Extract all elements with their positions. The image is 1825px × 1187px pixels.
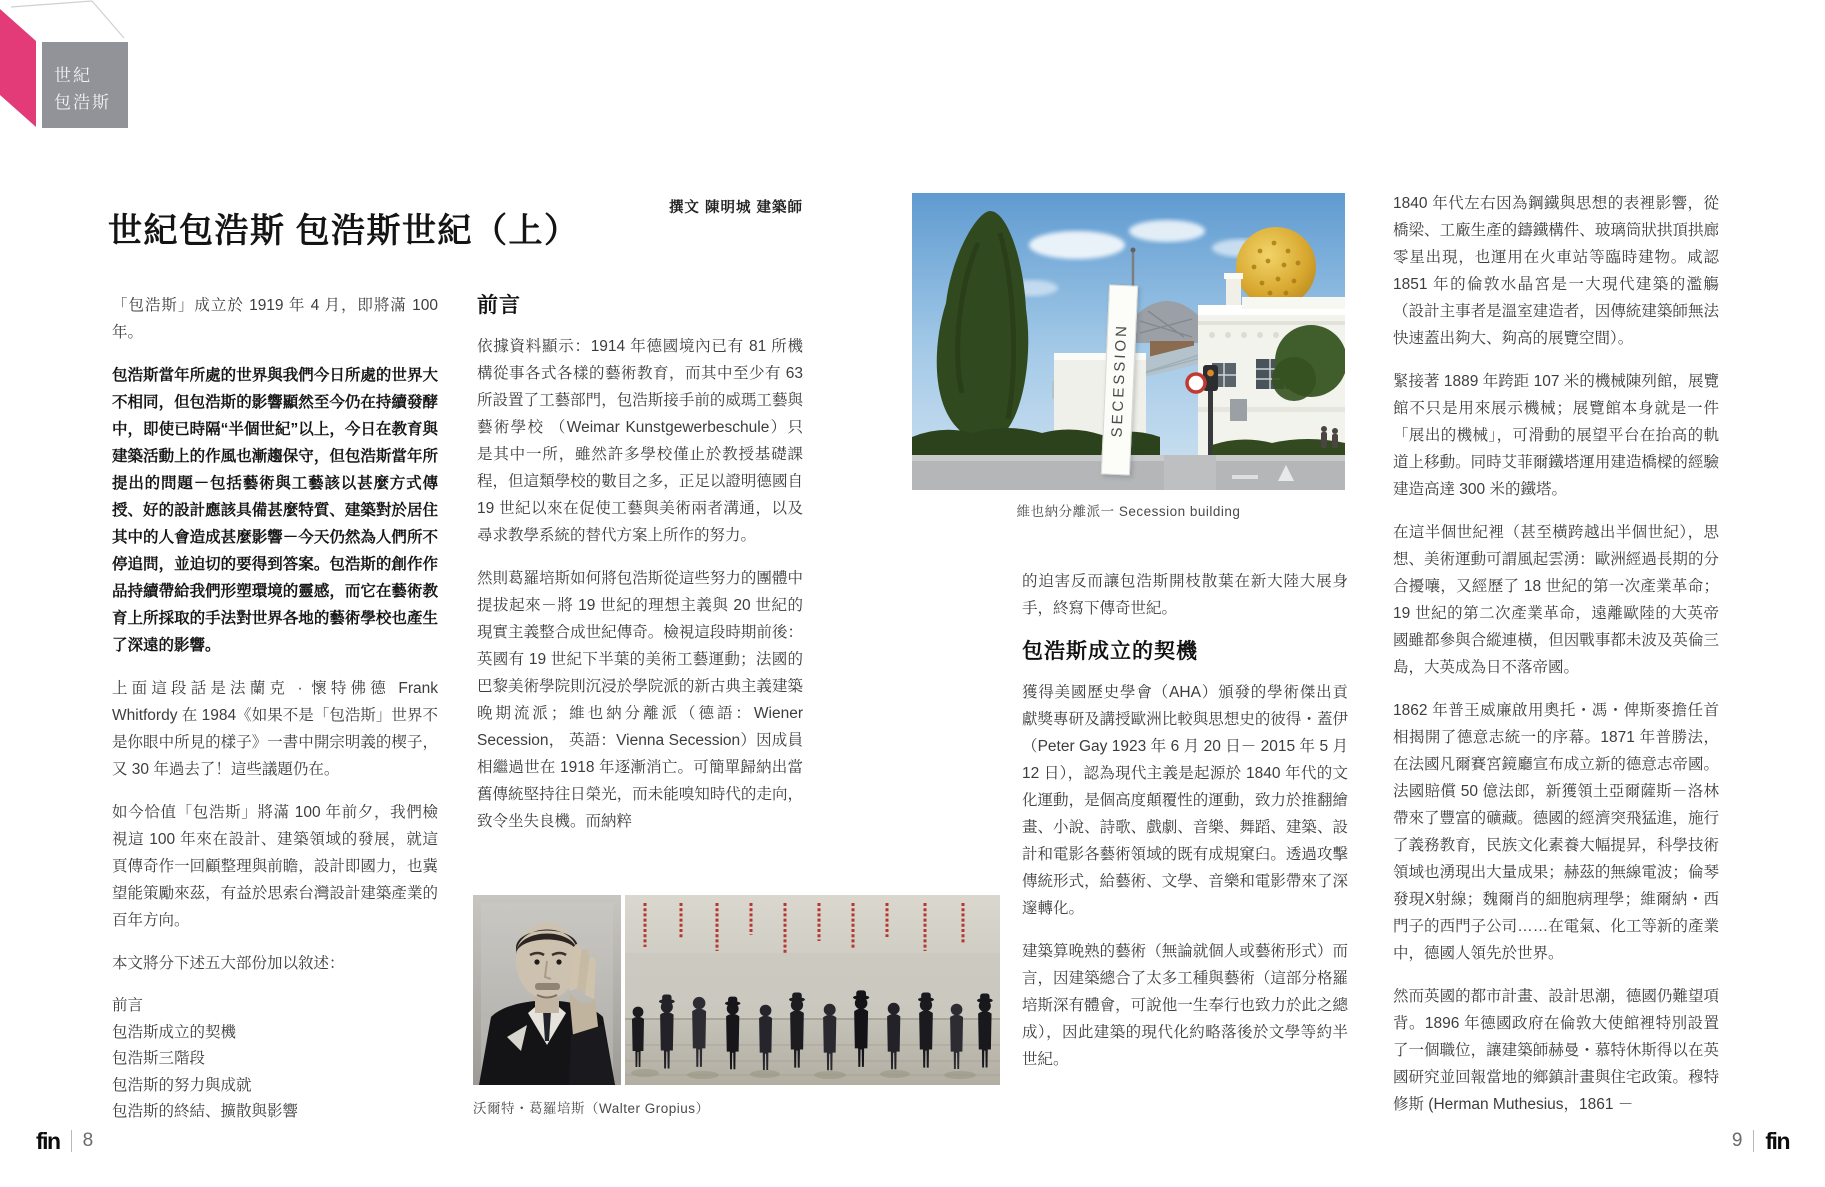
paragraph: 本文將分下述五大部份加以敘述： (112, 955, 345, 972)
paragraph: 然則葛羅培斯如何將包浩斯從這些努力的團體中提拔起來－將 19 世紀的理想主義與 20 世紀的現實主義整合成世紀傳奇。檢視這段時期前後：英國有 19 世紀下半葉的美術工藝運動；法國的巴黎美術學院則沉浸於學院派的新古典主義建築晚期流派；維也納分離派（德語：Wiener Secession， 英語：Vienna Secession）因成員相繼過世在 1918 年逐漸消亡。可簡單歸納出當舊傳統堅持往日榮光，而未能嗅知時代的走向，致令坐失良機。而納粹 (477, 570, 803, 830)
secession-banner-text: SECESSION (1108, 322, 1131, 438)
footer-divider (1753, 1130, 1754, 1152)
badge-label-line2: 包浩斯 (54, 93, 111, 112)
footer-right (1732, 1126, 1789, 1156)
outline-item: 包浩斯三階段 (112, 1050, 206, 1067)
section-heading-founding: 包浩斯成立的契機 (1022, 639, 1198, 663)
gropius-photo (473, 895, 1000, 1085)
footer-left (36, 1126, 93, 1156)
secession-photo-caption: 維也納分離派一 Secession building (1016, 504, 1241, 519)
outline-item: 包浩斯的努力與成就 (112, 1076, 252, 1094)
byline: 撰文 陳明城 建築師 (668, 200, 803, 216)
page-number-left: 8 (82, 1130, 94, 1151)
gropius-photo-caption: 沃爾特・葛羅培斯（Walter Gropius） (473, 1101, 710, 1116)
section-badge (0, 0, 140, 140)
bauhaus-masters-group-panel (625, 895, 1000, 1085)
magazine-logo: fin (1765, 1127, 1789, 1154)
paragraph: 獲得美國歷史學會（AHA）頒發的學術傑出貢獻獎專研及講授歐洲比較與思想史的彼得・蓋伊（Peter Gay 1923 年 6 月 20 日－ 2015 年 5 月 12 日），認為現代主義是起源於 1840 年代的文化運動，是個高度顛覆性的運動，致力於推翻繪畫、小說、詩歌、戲劇、音樂、舞蹈、建築、設計和電影各藝術領域的既有成規窠臼。透過攻擊傳統形式，給藝術、文學、音樂和電影帶來了深邃轉化。 (1022, 684, 1348, 917)
page-number-right: 9 (1731, 1130, 1743, 1151)
paragraph: 1862 年普王威廉啟用奧托・馮・俾斯麥擔任首相揭開了德意志統一的序幕。1871 年普勝法，在法國凡爾賽宮鏡廳宣布成立新的德意志帝國。法國賠償 50 億法郎，新獲領土亞爾薩斯－洛林帶來了豐富的礦藏。德國的經濟突飛猛進，施行了義務教育，民族文化素養大幅提昇，科學技術領域也湧現出大量成果；赫茲的無線電波；倫琴發現X射線；魏爾肖的細胞病理學；維爾納・西門子的西門子公司……在電氣、化工等新的產業中，德國人領先於世界。 (1393, 702, 1719, 962)
magazine-logo: fin (36, 1127, 60, 1154)
column-3 (1022, 568, 1348, 1089)
badge-label-line1: 世紀 (54, 66, 92, 85)
article-outline-list (112, 993, 438, 1126)
footer-divider (71, 1130, 72, 1152)
paragraph: 緊接著 1889 年跨距 107 米的機械陳列館，展覽館不只是用來展示機械；展覽館本身就是一件「展出的機械」，可滑動的展望平台在抬高的軌道上移動。同時艾菲爾鐵塔運用建造橋樑的經驗建造高達 300 米的鐵塔。 (1393, 373, 1719, 498)
outline-item: 前言 (112, 997, 144, 1014)
paragraph: 1840 年代左右因為鋼鐵與思想的表裡影響，從橋梁、工廠生產的鑄鐵構件、玻璃筒狀拱頂拱廊零星出現，也運用在火車站等臨時建物。咸認 1851 年的倫敦水晶宮是一大現代建築的濫觴（設計主事者是溫室建造者，因傳統建築師無法快速蓋出夠大、夠高的展覽空間）。 (1393, 195, 1719, 347)
column-4 (1393, 190, 1719, 1134)
lede-paragraph: 包浩斯當年所處的世界與我們今日所處的世界大不相同，但包浩斯的影響顯然至今仍在持續發酵中，即使已時隔“半個世紀”以上，今日在教育與建築活動上的作風也漸趨保守，但包浩斯當年所提出的問題－包括藝術與工藝該以甚麼方式傳授、好的設計應該具備甚麼特質、建築對於居住其中的人會造成甚麼影響－今天仍然為人們所不停追問，並迫切的要得到答案。包浩斯的創作作品持續帶給我們形塑環境的靈感，而它在藝術教育上所採取的手法對世界各地的藝術學校也產生了深遠的影響。 (112, 367, 438, 654)
outline-item: 包浩斯的終結、擴散與影響 (112, 1103, 299, 1120)
paragraph: 如今恰值「包浩斯」將滿 100 年前夕，我們檢視這 100 年來在設計、建築領域的發展，就這頁傳奇作一回顧整理與前瞻，設計即國力，也冀望能策勵來茲，有益於思索台灣設計建築產業的百年方向。 (112, 804, 438, 929)
outline-item: 包浩斯成立的契機 (112, 1023, 237, 1041)
paragraph: 然而英國的都市計畫、設計思潮，德國仍難望項背。1896 年德國政府在倫敦大使館裡特別設置了一個職位，讓建築師赫曼・慕特休斯得以在英國研究並回報當地的鄉鎮計畫與住宅政策。穆特修斯 (Herman Muthesius，1861 － (1393, 988, 1719, 1113)
paragraph: 的迫害反而讓包浩斯開枝散葉在新大陸大展身手，終寫下傳奇世紀。 (1022, 573, 1348, 617)
gropius-portrait-panel (473, 895, 621, 1085)
secession-building-photo (912, 193, 1345, 490)
section-heading-foreword: 前言 (477, 293, 521, 317)
paragraph: 上面這段話是法蘭克 · 懷特佛德 Frank Whitfordy 在 1984《如果不是「包浩斯」世界不是你眼中所見的樣子》一書中開宗明義的楔子，又 30 年過去了！這些議題仍在。 (112, 680, 438, 778)
column-1 (112, 292, 438, 1126)
column-2 (477, 292, 803, 851)
paragraph: 在這半個世紀裡（甚至橫跨越出半個世紀），思想、美術運動可謂風起雲湧：歐洲經過長期的分合擾嚷，又經歷了 18 世紀的第一次產業革命；19 世紀的第二次產業革命，遠離歐陸的大英帝國雖都參與合縱連橫，但因戰事都未波及英倫三島，大英成為日不落帝國。 (1393, 524, 1719, 676)
paragraph: 建築算晚熟的藝術（無論就個人或藝術形式）而言，因建築總合了太多工種與藝術（這部分格羅培斯深有體會，可說他一生奉行也致力於此之總成），因此建築的現代化約略落後於文學等約半世紀。 (1022, 943, 1348, 1068)
page-title: 世紀包浩斯 包浩斯世紀（上） (108, 212, 580, 250)
paragraph: 依據資料顯示：1914 年德國境內已有 81 所機構從事各式各樣的藝術教育，而其中至少有 63 所設置了工藝部門，包浩斯接手前的威瑪工藝與藝術學校 （Weimar Kunstgewerbeschule）只是其中一所，雖然許多學校僅止於教授基礎課程，但這類學校的數目之多，正足以證明德國自 19 世紀以來在促使工藝與美術兩者溝通，以及尋求教學系統的替代方案上所作的努力。 (477, 338, 803, 544)
intro-line: 「包浩斯」成立於 1919 年 4 月，即將滿 100 年。 (112, 297, 438, 341)
badge-label (54, 62, 111, 116)
